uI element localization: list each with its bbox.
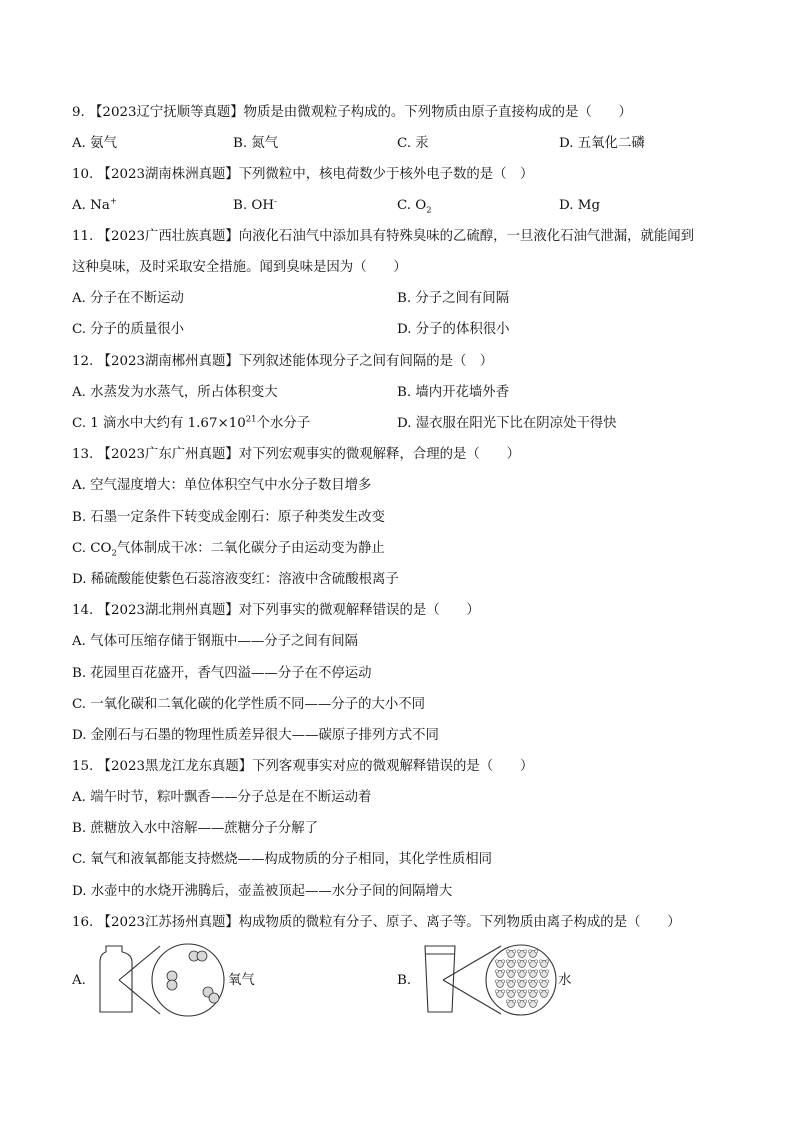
question-14-stem: 14. 【2023湖北荆州真题】对下列事实的微观解释错误的是（ ） [72,603,480,618]
water-molecule [517,1000,527,1008]
water-molecule [495,990,505,998]
water-molecule [528,990,538,998]
water-molecule [506,980,516,988]
water-molecule [506,1000,516,1008]
q15-option-d: D. 水壶中的水烧开沸腾后，壶盖被顶起——水分子间的间隔增大 [72,884,453,899]
q12-option-b: B. 墙内开花墙外香 [397,385,510,400]
water-molecule [528,1000,538,1008]
water-molecule [506,990,516,998]
q10-option-d: D. Mg [559,198,601,213]
water-molecule [528,980,538,988]
q12-option-c: C. 1 滴水中大约有 $1.67\times 10^{21}$个水分子 [72,414,311,431]
q13-option-c: C. $CO_2$气体制成干冰：二氧化碳分子由运动变为静止 [72,541,385,559]
question-11-stem: 11. 【2023广西壮族真题】向液化石油气中添加具有特殊臭味的乙硫醇，一旦液化石油气泄漏，就能闻到 [72,229,695,244]
oxygen-molecule-1 [189,951,207,961]
water-molecule [539,980,549,988]
water-molecule [528,960,538,968]
q15-option-a: A. 端午时节，粽叶飘香——分子总是在不断运动着 [72,790,372,805]
oxygen-molecule-3 [203,987,219,1003]
q11-option-d: D. 分子的体积很小 [397,322,510,337]
oxygen-molecule-2 [167,971,177,990]
question-16-stem: 16. 【2023江苏扬州真题】构成物质的微粒有分子、原子、离子等。下列物质由离子构成的是（ ） [72,915,681,930]
water-glass-diagram [421,940,566,1020]
water-molecule [517,980,527,988]
q14-option-b: B. 花园里百花盛开，香气四溢——分子在不停运动 [72,666,372,681]
question-15-stem: 15. 【2023黑龙江龙东真题】下列客观事实对应的微观解释错误的是（ ） [72,759,534,774]
question-11-stem-cont: 这种臭味，及时采取安全措施。闻到臭味是因为（ ） [72,260,407,275]
water-molecule [517,970,527,978]
q15-option-c: C. 氧气和液氧都能支持燃烧——构成物质的分子相同，其化学性质相同 [72,852,492,867]
q9-option-c: C. 汞 [397,136,429,151]
water-molecule [517,950,527,958]
q10-option-a: A. Na+ [72,196,118,213]
q13-option-b: B. 石墨一定条件下转变成金刚石：原子种类发生改变 [72,510,385,525]
q11-option-b: B. 分子之间有间隔 [397,291,510,306]
water-molecule [528,950,538,958]
water-molecule [506,960,516,968]
q15-option-b: B. 蔗糖放入水中溶解——蔗糖分子分解了 [72,821,318,836]
figure-a-label: 氧气 [228,973,255,988]
q16-option-a: A. [72,973,86,988]
q14-option-d: D. 金刚石与石墨的物理性质差异很大——碳原子排列方式不同 [72,728,439,743]
q9-option-d: D. 五氧化二磷 [559,136,645,151]
q13-option-a: A. 空气湿度增大：单位体积空气中水分子数目增多 [72,478,372,493]
water-molecule [539,970,549,978]
q12-option-d: D. 湿衣服在阳光下比在阴凉处干得快 [397,416,617,431]
water-molecule [506,970,516,978]
water-molecule [495,980,505,988]
water-molecules [495,950,549,1008]
q9-option-a: A. 氨气 [72,136,117,151]
question-13-stem: 13. 【2023广东广州真题】对下列宏观事实的微观解释，合理的是（ ） [72,447,520,462]
water-molecule [528,970,538,978]
q12-option-a: A. 水蒸发为水蒸气，所占体积变大 [72,385,278,400]
q10-option-c: C. $O_2$ [397,198,432,216]
water-molecule [539,990,549,998]
water-molecule [495,970,505,978]
q11-option-c: C. 分子的质量很小 [72,322,185,337]
question-12-stem: 12. 【2023湖南郴州真题】下列叙述能体现分子之间有间隔的是（ ） [72,354,494,369]
water-molecule [495,960,505,968]
question-10-stem: 10. 【2023湖南株洲真题】下列微粒中，核电荷数少于核外电子数的是（ ） [72,167,534,182]
q11-option-a: A. 分子在不断运动 [72,291,184,306]
question-9-stem: 9. 【2023辽宁抚顺等真题】物质是由微观粒子构成的。下列物质由原子直接构成的是（ ） [72,105,632,120]
oxygen-bottle-diagram [96,940,226,1020]
q10-option-b: B. OH- [233,196,277,213]
water-molecule [517,990,527,998]
q9-option-b: B. 氮气 [233,136,279,151]
q14-option-c: C. 一氧化碳和二氧化碳的化学性质不同——分子的大小不同 [72,697,426,712]
water-molecule [517,960,527,968]
water-molecule [539,960,549,968]
figure-b-label: 水 [558,973,572,988]
q13-option-d: D. 稀硫酸能使紫色石蕊溶液变红：溶液中含硫酸根离子 [72,572,399,587]
q14-option-a: A. 气体可压缩存储于钢瓶中——分子之间有间隔 [72,634,358,649]
q16-option-b: B. [397,973,412,988]
water-molecule [506,950,516,958]
